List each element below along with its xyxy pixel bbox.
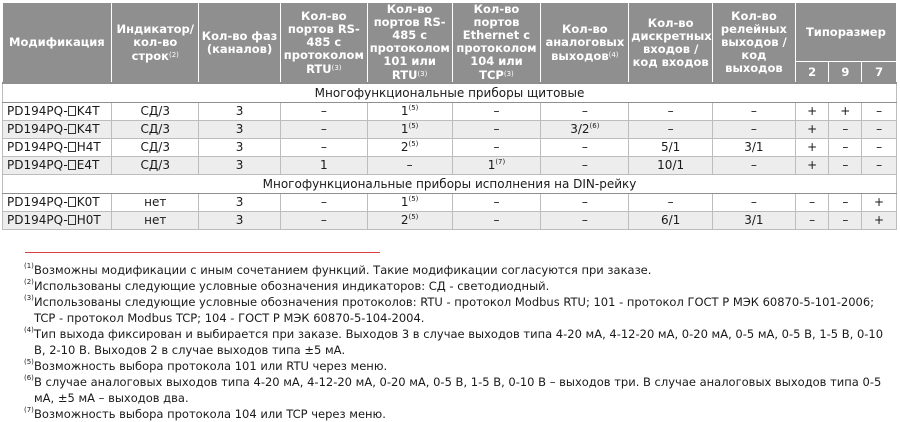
model-suffix: H4T xyxy=(76,140,101,154)
rtu101-value: 1 xyxy=(400,195,409,209)
header-indicator-note: (2) xyxy=(168,50,179,59)
header-rtu101 xyxy=(367,3,452,84)
relay-value: – xyxy=(750,104,757,118)
footnote-text: Использованы следующие условные обозначения индикаторов: СД - светодиодный. xyxy=(34,279,550,293)
relay-cell xyxy=(713,157,796,175)
indicator-value: нет xyxy=(144,195,167,209)
checkbox-placeholder-icon xyxy=(68,106,76,116)
rtu-cell xyxy=(280,212,367,230)
size-9-value: – xyxy=(842,122,849,136)
rtu-value: – xyxy=(320,122,327,136)
phases-value: 3 xyxy=(235,195,244,209)
header-rtu101-note: (3) xyxy=(417,70,428,78)
ethernet-cell xyxy=(452,157,541,175)
header-size-7: 7 xyxy=(862,62,897,83)
header-rtu-note: (3) xyxy=(331,63,342,72)
header-rtu101-text: Кол-во портов RS-485 с протоколом 101 или RTU xyxy=(369,2,450,82)
section-row xyxy=(3,83,897,103)
header-indicator xyxy=(112,3,199,84)
ethernet-value: – xyxy=(493,140,500,154)
size-2-value: + xyxy=(807,122,818,136)
rtu-cell xyxy=(280,157,367,175)
model-cell xyxy=(3,194,112,212)
rtu101-note: (5) xyxy=(408,195,419,203)
footnote xyxy=(24,278,894,294)
footnote-divider xyxy=(25,252,380,253)
rtu-value: 1 xyxy=(319,158,328,172)
header-row xyxy=(3,3,897,62)
discrete-value: – xyxy=(667,104,674,118)
discrete-value: – xyxy=(667,122,674,136)
table-row xyxy=(3,157,897,175)
phases-value: 3 xyxy=(235,140,244,154)
footnote-number: (7) xyxy=(24,406,34,414)
ethernet-cell xyxy=(452,121,541,139)
header-rtu-text: Кол-во портов RS-485 с протоколом RTU xyxy=(283,8,364,76)
size-2-value: + xyxy=(807,140,818,154)
footnote-text: В случае аналоговых выходов типа 4-20 мА, 4-12-20 мА, 0-20 мА, 0-5 В, 1-5 В, 0-10 В – выходов три. В случае аналоговых выходов типа 0-5 мА, ±5 мА – выходов два. xyxy=(34,375,882,405)
model-prefix: PD194PQ- xyxy=(7,213,68,227)
analog-cell xyxy=(541,103,629,121)
rtu101-value: – xyxy=(406,158,413,172)
footnote-number: (4) xyxy=(24,326,34,334)
footnote-number: (1) xyxy=(24,262,34,270)
footnote xyxy=(24,406,894,422)
rtu101-cell xyxy=(367,212,452,230)
size-2-value: + xyxy=(807,158,818,172)
size-7-value: – xyxy=(876,104,883,118)
indicator-cell xyxy=(112,157,199,175)
rtu-value: – xyxy=(320,140,327,154)
checkbox-placeholder-icon xyxy=(68,160,76,170)
size-2-cell xyxy=(795,139,829,157)
section-title: Многофункциональные приборы исполнения на DIN-рейку xyxy=(3,175,897,194)
header-phases: Кол-во фаз (каналов) xyxy=(199,3,281,84)
analog-value: – xyxy=(581,195,588,209)
rtu101-cell xyxy=(367,194,452,212)
relay-cell xyxy=(713,139,796,157)
size-7-value: + xyxy=(874,213,885,227)
ethernet-note: (7) xyxy=(495,158,506,166)
rtu101-value: 2 xyxy=(400,140,409,154)
analog-cell xyxy=(541,157,629,175)
header-indicator-text: Индикатор/ кол-во строк xyxy=(116,21,194,63)
size-9-cell xyxy=(829,121,862,139)
indicator-value: СД/3 xyxy=(140,158,170,172)
size-7-cell xyxy=(862,103,897,121)
footnote-number: (5) xyxy=(24,358,34,366)
model-suffix: H0T xyxy=(76,213,101,227)
header-ethernet xyxy=(452,3,541,84)
header-relay: Кол-во релейных выходов / код выходов xyxy=(713,3,796,84)
size-7-cell xyxy=(862,121,897,139)
size-2-cell xyxy=(795,212,829,230)
footnote xyxy=(24,374,894,406)
model-suffix: K4T xyxy=(76,104,100,118)
size-9-value: – xyxy=(842,195,849,209)
size-9-value: – xyxy=(842,158,849,172)
footnote xyxy=(24,262,894,278)
relay-cell xyxy=(713,121,796,139)
size-7-cell xyxy=(862,139,897,157)
rtu101-cell xyxy=(367,139,452,157)
discrete-value: 5/1 xyxy=(660,140,681,154)
phases-cell xyxy=(199,121,281,139)
analog-value: – xyxy=(581,213,588,227)
section-row xyxy=(3,175,897,194)
indicator-cell xyxy=(112,212,199,230)
size-9-cell xyxy=(829,139,862,157)
model-suffix: K4T xyxy=(76,122,100,136)
size-2-cell xyxy=(795,103,829,121)
section-title: Многофункциональные приборы щитовые xyxy=(3,83,897,103)
header-ethernet-note: (3) xyxy=(503,70,514,78)
phases-cell xyxy=(199,212,281,230)
size-2-value: – xyxy=(809,195,816,209)
model-cell xyxy=(3,157,112,175)
phases-cell xyxy=(199,103,281,121)
rtu-value: – xyxy=(320,104,327,118)
ethernet-value: – xyxy=(493,213,500,227)
footnote-text: Тип выхода фиксирован и выбирается при заказе. Выходов 3 в случае выходов типа 4-20 мА, 4-12-20 мА, 0-20 мА, 0-5 мА, 0-5 В, 1-5 В, 0-10 В, 2-10 В. Выходов 2 в случае выходов типа ±5 мА. xyxy=(34,327,884,357)
phases-cell xyxy=(199,139,281,157)
rtu-value: – xyxy=(320,213,327,227)
model-prefix: PD194PQ- xyxy=(7,104,68,118)
discrete-cell xyxy=(629,103,713,121)
analog-note: (6) xyxy=(589,122,600,130)
size-7-value: – xyxy=(876,158,883,172)
discrete-cell xyxy=(629,157,713,175)
discrete-value: 10/1 xyxy=(657,158,685,172)
ethernet-value: – xyxy=(493,122,500,136)
indicator-value: СД/3 xyxy=(140,122,170,136)
size-7-value: – xyxy=(876,122,883,136)
relay-cell xyxy=(713,103,796,121)
indicator-cell xyxy=(112,121,199,139)
model-cell xyxy=(3,139,112,157)
header-size: Типоразмер xyxy=(795,3,896,62)
analog-value: – xyxy=(581,158,588,172)
ethernet-cell xyxy=(452,139,541,157)
rtu101-value: 2 xyxy=(400,213,409,227)
relay-value: – xyxy=(750,158,757,172)
model-prefix: PD194PQ- xyxy=(7,140,68,154)
analog-cell xyxy=(541,212,629,230)
footnote-number: (2) xyxy=(24,278,34,286)
rtu101-note: (5) xyxy=(408,122,419,130)
size-9-value: – xyxy=(842,140,849,154)
phases-value: 3 xyxy=(235,122,244,136)
footnote-number: (3) xyxy=(24,294,34,302)
rtu101-note: (5) xyxy=(408,213,419,221)
rtu101-cell xyxy=(367,157,452,175)
model-suffix: K0T xyxy=(76,195,100,209)
model-cell xyxy=(3,121,112,139)
analog-value: 3/2 xyxy=(570,122,590,136)
size-7-cell xyxy=(862,157,897,175)
model-cell xyxy=(3,103,112,121)
table-row xyxy=(3,139,897,157)
size-7-value: – xyxy=(876,140,883,154)
size-7-value: + xyxy=(874,195,885,209)
size-9-value: – xyxy=(842,213,849,227)
ethernet-value: – xyxy=(493,195,500,209)
indicator-value: СД/3 xyxy=(140,104,170,118)
rtu-value: – xyxy=(320,195,327,209)
size-9-cell xyxy=(829,103,862,121)
header-size-9: 9 xyxy=(829,62,862,83)
discrete-cell xyxy=(629,212,713,230)
model-cell xyxy=(3,212,112,230)
model-prefix: PD194PQ- xyxy=(7,195,68,209)
rtu101-cell xyxy=(367,121,452,139)
rtu-cell xyxy=(280,194,367,212)
model-prefix: PD194PQ- xyxy=(7,122,68,136)
relay-cell xyxy=(713,194,796,212)
header-size-2: 2 xyxy=(795,62,829,83)
size-2-cell xyxy=(795,157,829,175)
relay-value: 3/1 xyxy=(744,213,764,227)
rtu-cell xyxy=(280,139,367,157)
size-9-cell xyxy=(829,194,862,212)
discrete-cell xyxy=(629,121,713,139)
header-ethernet-text: Кол-во портов Ethernet с протоколом 104 или TCP xyxy=(456,2,537,82)
rtu-cell xyxy=(280,103,367,121)
indicator-cell xyxy=(112,139,199,157)
ethernet-cell xyxy=(452,194,541,212)
size-9-cell xyxy=(829,212,862,230)
size-7-cell xyxy=(862,194,897,212)
rtu101-cell xyxy=(367,103,452,121)
header-discrete: Кол-во дискретных входов / код входов xyxy=(629,3,713,84)
model-prefix: PD194PQ- xyxy=(7,158,68,172)
rtu101-value: 1 xyxy=(400,104,409,118)
relay-value: 3/1 xyxy=(744,140,764,154)
phases-value: 3 xyxy=(235,158,244,172)
checkbox-placeholder-icon xyxy=(68,124,76,134)
model-suffix: E4T xyxy=(76,158,100,172)
rtu101-value: 1 xyxy=(400,122,409,136)
size-9-cell xyxy=(829,157,862,175)
rtu-cell xyxy=(280,121,367,139)
analog-cell xyxy=(541,194,629,212)
relay-cell xyxy=(713,212,796,230)
rtu101-note: (5) xyxy=(408,104,419,112)
size-2-cell xyxy=(795,121,829,139)
table-row xyxy=(3,194,897,212)
discrete-cell xyxy=(629,139,713,157)
size-2-value: – xyxy=(809,213,816,227)
phases-cell xyxy=(199,194,281,212)
rtu101-note: (5) xyxy=(408,140,419,148)
phases-cell xyxy=(199,157,281,175)
discrete-value: 6/1 xyxy=(660,213,681,227)
header-analog-text: Кол-во аналоговых выходов xyxy=(545,21,625,63)
analog-value: – xyxy=(581,140,588,154)
size-2-value: + xyxy=(807,104,818,118)
footnote xyxy=(24,358,894,374)
indicator-value: нет xyxy=(144,213,167,227)
indicator-value: СД/3 xyxy=(140,140,170,154)
discrete-value: – xyxy=(667,195,674,209)
table-row xyxy=(3,212,897,230)
analog-cell xyxy=(541,139,629,157)
footnote-text: Использованы следующие условные обозначения протоколов: RTU - протокол Modbus RTU; 101 - протокол ГОСТ Р МЭК 60870-5-101-2006; TCP - протокол Modbus TCP; 104 - ГОСТ Р МЭК 60870-5-104-2004. xyxy=(34,295,875,325)
table-row xyxy=(3,103,897,121)
header-model: Модификация xyxy=(3,3,112,84)
ethernet-value: 1 xyxy=(487,158,496,172)
size-9-value: + xyxy=(840,104,851,118)
header-rtu xyxy=(280,3,367,84)
table-row xyxy=(3,121,897,139)
footnotes xyxy=(24,262,894,422)
discrete-cell xyxy=(629,194,713,212)
footnote xyxy=(24,294,894,326)
checkbox-placeholder-icon xyxy=(68,197,76,207)
size-7-cell xyxy=(862,212,897,230)
relay-value: – xyxy=(750,195,757,209)
analog-value: – xyxy=(581,104,588,118)
spec-table xyxy=(2,2,897,230)
analog-cell xyxy=(541,121,629,139)
footnote xyxy=(24,326,894,358)
indicator-cell xyxy=(112,103,199,121)
checkbox-placeholder-icon xyxy=(68,142,76,152)
footnote-text: Возможность выбора протокола 104 или TCP через меню. xyxy=(34,407,386,421)
relay-value: – xyxy=(750,122,757,136)
footnote-text: Возможность выбора протокола 101 или RTU через меню. xyxy=(34,359,388,373)
footnote-number: (6) xyxy=(24,374,34,382)
phases-value: 3 xyxy=(235,104,244,118)
ethernet-cell xyxy=(452,212,541,230)
checkbox-placeholder-icon xyxy=(68,215,76,225)
size-2-cell xyxy=(795,194,829,212)
header-analog xyxy=(541,3,629,84)
ethernet-value: – xyxy=(493,104,500,118)
footnote-text: Возможны модификации с иным сочетанием функций. Такие модификации согласуются при заказе. xyxy=(34,263,652,277)
ethernet-cell xyxy=(452,103,541,121)
header-analog-note: (4) xyxy=(608,50,619,59)
phases-value: 3 xyxy=(235,213,244,227)
indicator-cell xyxy=(112,194,199,212)
